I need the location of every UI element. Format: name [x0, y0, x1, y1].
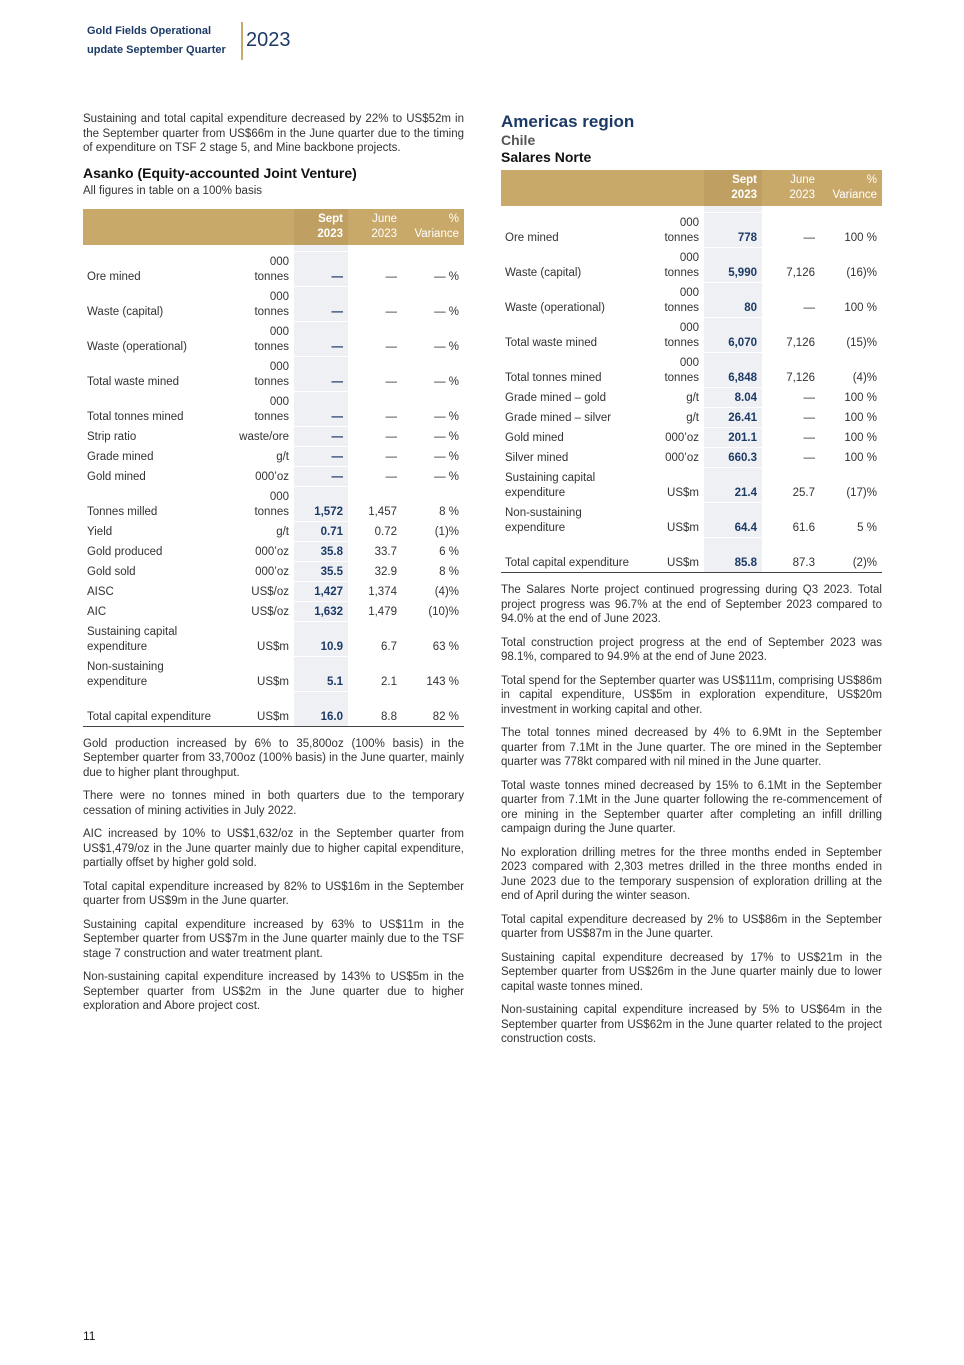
row-variance: 100 %	[820, 283, 882, 318]
row-june-value: 7,126	[762, 248, 820, 283]
row-label: Waste (capital)	[501, 248, 642, 283]
row-june-value: —	[762, 448, 820, 468]
row-variance: — %	[402, 321, 464, 356]
row-sept-value: 35.8	[294, 541, 348, 561]
table-basis-note: All figures in table on a 100% basis	[83, 184, 262, 197]
row-variance: 100 %	[820, 428, 882, 448]
row-variance: — %	[402, 466, 464, 486]
row-variance: (1)%	[402, 521, 464, 541]
body-paragraph: Total waste tonnes mined decreased by 15% to 6.1Mt in the September quarter from 7.1Mt in the June quarter following the re-commencement of ore mining in the September quarter after completing an infill drilling campaign during the June quarter.	[501, 779, 882, 835]
body-paragraph: Total spend for the September quarter was US$111m, comprising US$86m in capital expenditure, US$5m in exploration expenditure, US$20m investment in working capital and other.	[501, 674, 882, 716]
asanko-heading: Asanko (Equity-accounted Joint Venture)	[83, 164, 357, 181]
row-variance: (4)%	[820, 353, 882, 388]
row-unit: 000 tonnes	[642, 353, 704, 388]
row-june-value: 6.7	[348, 621, 402, 656]
report-title: Gold Fields Operational update September Quarter	[87, 25, 226, 56]
row-label: Silver mined	[501, 448, 642, 468]
table-row	[83, 621, 464, 656]
row-variance: (16)%	[820, 248, 882, 283]
row-sept-value: 778	[704, 213, 762, 248]
row-label: AIC	[83, 601, 228, 621]
row-label: Total tonnes mined	[83, 391, 228, 426]
col-header-unit	[642, 170, 704, 206]
asanko-table-body	[83, 245, 464, 727]
row-label: Sustaining capital expenditure	[83, 621, 228, 656]
table-row	[83, 466, 464, 486]
table-header-row	[501, 170, 882, 206]
row-unit: g/t	[642, 388, 704, 408]
row-june-value: 8.8	[348, 691, 402, 726]
table-row	[83, 391, 464, 426]
body-paragraph: AIC increased by 10% to US$1,632/oz in the September quarter from US$1,479/oz in the June quarter mainly due to higher capital expenditure, partially offset by higher gold sold.	[83, 828, 464, 869]
row-june-value: 61.6	[762, 503, 820, 538]
row-label: Waste (operational)	[501, 283, 642, 318]
row-sept-value: 201.1	[704, 428, 762, 448]
row-sept-value: 6,848	[704, 353, 762, 388]
row-label: Total capital expenditure	[83, 691, 228, 726]
row-unit: 000 tonnes	[228, 486, 294, 521]
row-unit: g/t	[228, 521, 294, 541]
row-sept-value: 5.1	[294, 656, 348, 691]
row-unit: g/t	[642, 408, 704, 428]
table-row	[501, 503, 882, 538]
body-paragraph: Non-sustaining capital expenditure increased by 143% to US$5m in the September quarter from US$2m in the June quarter due to higher exploration and Abore project cost.	[83, 971, 464, 1012]
left-column	[83, 112, 464, 1023]
page-number: 11	[83, 1329, 96, 1343]
right-column	[501, 112, 882, 1056]
row-sept-value: —	[294, 446, 348, 466]
row-variance: — %	[402, 251, 464, 286]
row-variance: (2)%	[820, 538, 882, 573]
row-sept-value: —	[294, 356, 348, 391]
row-variance: 143 %	[402, 656, 464, 691]
row-june-value: 1,479	[348, 601, 402, 621]
row-label: Total capital expenditure	[501, 538, 642, 573]
row-variance: (4)%	[402, 581, 464, 601]
row-june-value: 25.7	[762, 468, 820, 503]
row-label: Gold mined	[83, 466, 228, 486]
body-paragraph: The total tonnes mined decreased by 4% to 6.9Mt in the September quarter from 7.1Mt in the June quarter. The ore mined in the September quarter was 778kt compared with nil mined in the June quarter.	[501, 727, 882, 768]
table-row	[83, 541, 464, 561]
table-row	[83, 446, 464, 466]
header-divider	[241, 22, 243, 60]
region-heading: Americas region	[501, 112, 635, 131]
row-sept-value: 10.9	[294, 621, 348, 656]
row-june-value: 7,126	[762, 318, 820, 353]
row-june-value: —	[762, 283, 820, 318]
row-unit: 000 tonnes	[642, 248, 704, 283]
row-variance: — %	[402, 391, 464, 426]
row-june-value: 2.1	[348, 656, 402, 691]
row-sept-value: —	[294, 391, 348, 426]
table-row	[83, 601, 464, 621]
col-header-label	[83, 209, 228, 245]
row-label: Strip ratio	[83, 426, 228, 446]
table-row	[501, 428, 882, 448]
col-header-label	[501, 170, 642, 206]
row-label: Yield	[83, 521, 228, 541]
row-label: AISC	[83, 581, 228, 601]
row-june-value: 32.9	[348, 561, 402, 581]
row-june-value: —	[348, 446, 402, 466]
body-paragraph: No exploration drilling metres for the three months ended in September 2023 compared with 2,303 metres drilled in the three months ended in June 2023 due to the temporary suspension of exploration drilling at the end of April during the winter season.	[501, 846, 882, 902]
salares-norte-table	[501, 170, 882, 573]
row-label: Non-sustaining expenditure	[83, 656, 228, 691]
row-variance: (10)%	[402, 601, 464, 621]
report-year: 2023	[246, 29, 291, 51]
row-unit: US$/oz	[228, 601, 294, 621]
row-variance: 82 %	[402, 691, 464, 726]
row-variance: (15)%	[820, 318, 882, 353]
table-row	[83, 286, 464, 321]
row-label: Grade mined – silver	[501, 408, 642, 428]
table-row	[501, 283, 882, 318]
row-june-value: —	[762, 408, 820, 428]
row-sept-value: 26.41	[704, 408, 762, 428]
row-variance: 5 %	[820, 503, 882, 538]
col-header-sept: Sept 2023	[294, 209, 348, 245]
col-header-variance: % Variance	[402, 209, 464, 245]
body-paragraph: Sustaining capital expenditure decreased by 17% to US$21m in the September quarter from US$26m in the June quarter mainly due to lower capital waste tonnes mined.	[501, 951, 882, 993]
row-june-value: —	[348, 391, 402, 426]
row-unit: waste/ore	[228, 426, 294, 446]
table-row	[501, 353, 882, 388]
table-row	[501, 408, 882, 428]
row-variance: 6 %	[402, 541, 464, 561]
row-label: Ore mined	[83, 251, 228, 286]
table-row	[83, 486, 464, 521]
row-sept-value: —	[294, 286, 348, 321]
row-unit: 000’oz	[642, 448, 704, 468]
row-label: Gold mined	[501, 428, 642, 448]
col-header-unit	[228, 209, 294, 245]
row-unit: 000 tonnes	[228, 286, 294, 321]
row-unit: US$m	[642, 538, 704, 573]
body-paragraph: Sustaining capital expenditure increased by 63% to US$11m in the September quarter from US$7m in the June quarter mainly due to the TSF stage 7 construction and water treatment plant.	[83, 918, 464, 960]
row-variance: 100 %	[820, 388, 882, 408]
body-paragraph: There were no tonnes mined in both quarters due to the temporary cessation of mining activities in July 2022.	[83, 790, 464, 817]
row-june-value: —	[348, 286, 402, 321]
row-sept-value: 21.4	[704, 468, 762, 503]
row-sept-value: 6,070	[704, 318, 762, 353]
row-sept-value: 1,572	[294, 486, 348, 521]
row-label: Non-sustaining expenditure	[501, 503, 642, 538]
table-row	[83, 581, 464, 601]
country-heading: Chile	[501, 132, 536, 148]
row-variance: — %	[402, 446, 464, 466]
table-row	[501, 318, 882, 353]
table-row	[501, 538, 882, 573]
row-label: Waste (operational)	[83, 321, 228, 356]
row-sept-value: —	[294, 426, 348, 446]
salares-norte-commentary	[501, 583, 882, 1047]
row-variance: 8 %	[402, 486, 464, 521]
row-unit: 000 tonnes	[228, 251, 294, 286]
row-unit: US$m	[228, 691, 294, 726]
row-june-value: 1,457	[348, 486, 402, 521]
row-label: Total tonnes mined	[501, 353, 642, 388]
row-june-value: 7,126	[762, 353, 820, 388]
row-june-value: —	[348, 356, 402, 391]
row-june-value: —	[762, 213, 820, 248]
table-row	[83, 521, 464, 541]
row-sept-value: 1,427	[294, 581, 348, 601]
row-june-value: 1,374	[348, 581, 402, 601]
row-variance: — %	[402, 426, 464, 446]
row-unit: US$m	[228, 621, 294, 656]
col-header-sept: Sept 2023	[704, 170, 762, 206]
table-row	[83, 356, 464, 391]
row-sept-value: 8.04	[704, 388, 762, 408]
row-unit: US$/oz	[228, 581, 294, 601]
row-june-value: 0.72	[348, 521, 402, 541]
body-paragraph: Total construction project progress at the end of September 2023 was 98.1%, compared to 94.9% at the end of June 2023.	[501, 636, 882, 663]
row-unit: 000 tonnes	[228, 356, 294, 391]
row-june-value: 33.7	[348, 541, 402, 561]
row-sept-value: 16.0	[294, 691, 348, 726]
row-sept-value: —	[294, 251, 348, 286]
mine-heading: Salares Norte	[501, 149, 592, 165]
row-unit: 000 tonnes	[642, 318, 704, 353]
row-june-value: —	[348, 466, 402, 486]
row-june-value: —	[348, 251, 402, 286]
table-row	[83, 321, 464, 356]
row-unit: 000’oz	[642, 428, 704, 448]
asanko-table	[83, 209, 464, 727]
row-label: Gold sold	[83, 561, 228, 581]
table-row	[501, 388, 882, 408]
row-sept-value: 35.5	[294, 561, 348, 581]
col-header-variance: % Variance	[820, 170, 882, 206]
row-sept-value: 64.4	[704, 503, 762, 538]
table-row	[83, 426, 464, 446]
body-paragraph: Non-sustaining capital expenditure increased by 5% to US$64m in the September quarter from US$62m in the June quarter related to the project construction costs.	[501, 1004, 882, 1045]
row-label: Sustaining capital expenditure	[501, 468, 642, 503]
row-sept-value: 5,990	[704, 248, 762, 283]
table-row	[83, 656, 464, 691]
row-sept-value: —	[294, 466, 348, 486]
row-sept-value: —	[294, 321, 348, 356]
row-variance: (17)%	[820, 468, 882, 503]
row-variance: 100 %	[820, 213, 882, 248]
row-label: Gold produced	[83, 541, 228, 561]
row-variance: 100 %	[820, 408, 882, 428]
body-paragraph: Total capital expenditure decreased by 2% to US$86m in the September quarter from US$87m in the June quarter.	[501, 913, 882, 940]
row-label: Ore mined	[501, 213, 642, 248]
body-paragraph: The Salares Norte project continued progressing during Q3 2023. Total project progress was 96.7% at the end of September 2023 compared to 94.0% at the end of June 2023.	[501, 584, 882, 625]
row-label: Grade mined	[83, 446, 228, 466]
table-row	[83, 691, 464, 726]
body-paragraph: Gold production increased by 6% to 35,800oz (100% basis) in the September quarter from 33,700oz (100% basis) in the June quarter, mainly due to higher plant throughput.	[83, 737, 464, 779]
salares-norte-table-body	[501, 206, 882, 573]
row-sept-value: 0.71	[294, 521, 348, 541]
row-sept-value: 80	[704, 283, 762, 318]
row-unit: 000’oz	[228, 466, 294, 486]
row-unit: 000’oz	[228, 561, 294, 581]
row-variance: — %	[402, 356, 464, 391]
row-sept-value: 660.3	[704, 448, 762, 468]
row-label: Waste (capital)	[83, 286, 228, 321]
table-row	[501, 448, 882, 468]
row-unit: 000’oz	[228, 541, 294, 561]
row-unit: 000 tonnes	[642, 213, 704, 248]
row-unit: US$m	[228, 656, 294, 691]
row-label: Total waste mined	[83, 356, 228, 391]
row-unit: US$m	[642, 468, 704, 503]
row-sept-value: 1,632	[294, 601, 348, 621]
row-unit: g/t	[228, 446, 294, 466]
intro-paragraph: Sustaining and total capital expenditure decreased by 22% to US$52m in the September quarter from US$66m in the June quarter due to the timing of expenditure on TSF 2 stage 5, and Mine backbone projects.	[83, 113, 464, 154]
col-header-june: June 2023	[762, 170, 820, 206]
row-june-value: —	[348, 321, 402, 356]
table-header-row	[83, 209, 464, 245]
row-variance: 100 %	[820, 448, 882, 468]
row-label: Total waste mined	[501, 318, 642, 353]
row-unit: 000 tonnes	[228, 391, 294, 426]
row-unit: 000 tonnes	[642, 283, 704, 318]
col-header-june: June 2023	[348, 209, 402, 245]
row-sept-value: 85.8	[704, 538, 762, 573]
row-variance: 63 %	[402, 621, 464, 656]
row-june-value: —	[348, 426, 402, 446]
row-variance: 8 %	[402, 561, 464, 581]
row-june-value: 87.3	[762, 538, 820, 573]
row-unit: 000 tonnes	[228, 321, 294, 356]
row-unit: US$m	[642, 503, 704, 538]
row-june-value: —	[762, 388, 820, 408]
table-row	[501, 213, 882, 248]
row-variance: — %	[402, 286, 464, 321]
table-row	[83, 561, 464, 581]
asanko-commentary	[83, 737, 464, 1014]
row-label: Grade mined – gold	[501, 388, 642, 408]
row-june-value: —	[762, 428, 820, 448]
table-row	[501, 468, 882, 503]
table-row	[83, 251, 464, 286]
row-label: Tonnes milled	[83, 486, 228, 521]
table-row	[501, 248, 882, 283]
body-paragraph: Total capital expenditure increased by 82% to US$16m in the September quarter from US$9m in the June quarter.	[83, 880, 464, 907]
